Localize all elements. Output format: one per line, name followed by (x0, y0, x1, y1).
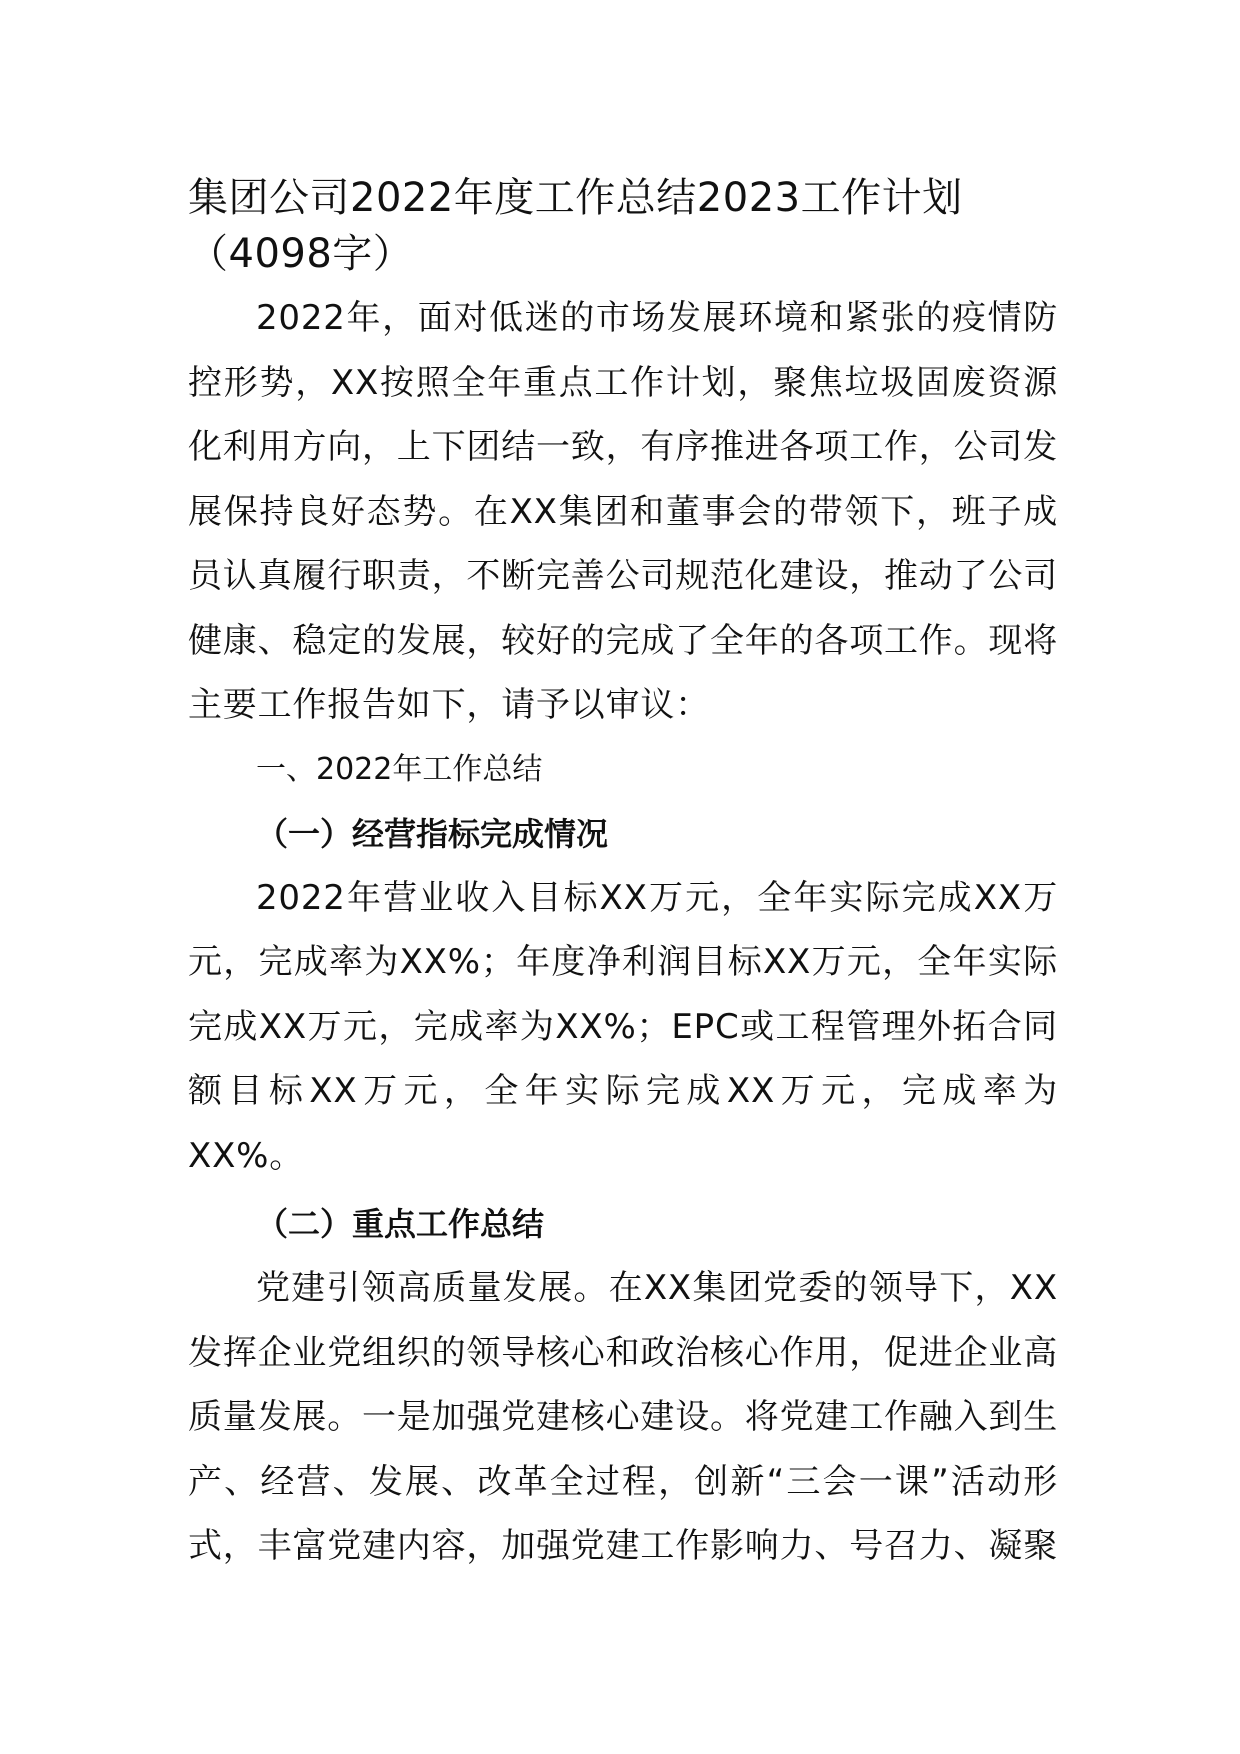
document-page (188, 170, 1058, 1579)
subsection-heading-2: （二）重点工作总结 (256, 1205, 545, 1243)
subsection-body-1: 2022年营业收入目标XX万元，全年实际完成XX万元，完成率为XX%；年度净利润目标XX万元，全年实际完成XX万元，完成率为XX%；EPC或工程管理外拓合同额目标XX万元，全年实际完成XX万元，完成率为XX%。 (188, 877, 1058, 1176)
subsection-body-2: 党建引领高质量发展。在XX集团党委的领导下，XX发挥企业党组织的领导核心和政治核心作用，促进企业高质量发展。一是加强党建核心建设。将党建工作融入到生产、经营、发展、改革全过程，创新“三会一课”活动形式，丰富党建内容，加强党建工作影响力、号召力、凝聚 (188, 1268, 1058, 1566)
intro-paragraph: 2022年，面对低迷的市场发展环境和紧张的疫情防控形势，XX按照全年重点工作计划，聚焦垃圾固废资源化利用方向，上下团结一致，有序推进各项工作，公司发展保持良好态势。在XX集团和董事会的带领下，班子成员认真履行职责，不断完善公司规范化建设，推动了公司健康、稳定的发展，较好的完成了全年的各项工作。现将主要工作报告如下，请予以审议： (188, 298, 1058, 725)
section-heading-1: 一、2022年工作总结 (256, 751, 543, 787)
document-title: 集团公司2022年度工作总结2023工作计划（4098字） (188, 175, 963, 277)
subsection-heading-1: （一）经营指标完成情况 (256, 814, 609, 853)
